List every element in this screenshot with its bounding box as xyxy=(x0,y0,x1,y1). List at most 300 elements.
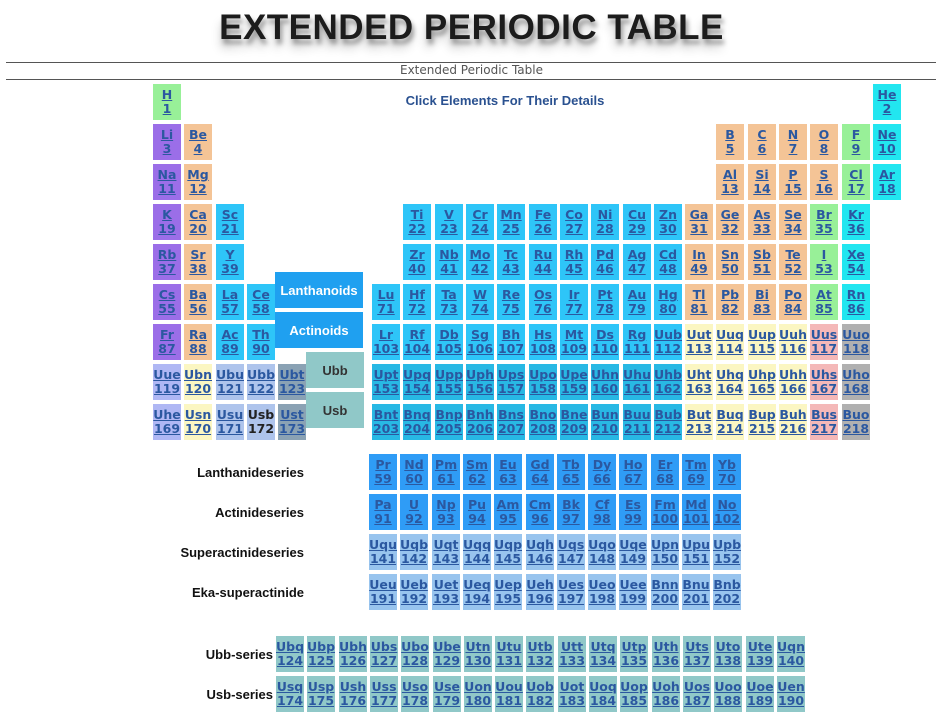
element-cell[interactable] xyxy=(716,364,744,400)
element-symbol: Tb xyxy=(562,457,580,472)
element-cell[interactable] xyxy=(466,324,494,360)
element-cell[interactable] xyxy=(591,404,619,440)
element-cell[interactable] xyxy=(184,244,212,280)
element-cell[interactable] xyxy=(372,324,400,360)
element-cell[interactable] xyxy=(403,244,431,280)
series-element-cell[interactable] xyxy=(682,574,710,610)
element-number: 110 xyxy=(591,341,619,356)
series-element-cell[interactable] xyxy=(589,636,617,672)
element-cell[interactable] xyxy=(842,324,870,360)
element-symbol: Usu xyxy=(216,407,244,422)
element-cell[interactable] xyxy=(779,364,807,400)
element-number: 178 xyxy=(401,693,429,708)
element-cell[interactable] xyxy=(591,364,619,400)
element-cell[interactable] xyxy=(685,404,713,440)
element-cell[interactable] xyxy=(497,404,525,440)
element-symbol: Ute xyxy=(747,639,773,654)
element-number: 71 xyxy=(377,301,395,316)
element-cell[interactable] xyxy=(810,324,838,360)
series-element-cell[interactable] xyxy=(620,636,648,672)
series-element-cell[interactable] xyxy=(307,636,335,672)
element-number: 18 xyxy=(878,181,896,196)
series-element-cell[interactable] xyxy=(369,574,397,610)
element-cell[interactable] xyxy=(623,284,651,320)
series-element-cell[interactable] xyxy=(369,494,397,530)
element-cell[interactable] xyxy=(184,124,212,160)
element-cell[interactable] xyxy=(184,324,212,360)
element-number: 104 xyxy=(403,341,431,356)
element-cell[interactable] xyxy=(810,204,838,240)
element-cell[interactable] xyxy=(654,244,682,280)
element-cell[interactable] xyxy=(278,364,306,400)
element-cell[interactable] xyxy=(153,164,181,200)
series-element-cell[interactable] xyxy=(652,676,680,712)
element-cell[interactable] xyxy=(247,324,275,360)
series-element-cell[interactable] xyxy=(526,574,554,610)
element-cell[interactable] xyxy=(779,164,807,200)
element-symbol: Pa xyxy=(374,497,392,512)
series-element-cell[interactable] xyxy=(557,454,585,490)
element-number: 155 xyxy=(435,381,463,396)
element-cell[interactable] xyxy=(247,284,275,320)
element-cell[interactable] xyxy=(591,324,619,360)
series-element-cell[interactable] xyxy=(682,454,710,490)
element-cell[interactable] xyxy=(748,324,776,360)
element-cell[interactable] xyxy=(873,84,901,120)
element-cell[interactable] xyxy=(685,324,713,360)
element-symbol: Utt xyxy=(560,639,584,654)
element-number: 204 xyxy=(403,421,431,436)
series-element-cell[interactable] xyxy=(400,494,428,530)
element-cell[interactable] xyxy=(842,124,870,160)
series-element-cell[interactable] xyxy=(433,676,461,712)
series-element-cell[interactable] xyxy=(558,636,586,672)
series-element-cell[interactable] xyxy=(369,454,397,490)
element-cell[interactable] xyxy=(278,404,306,440)
element-number: 81 xyxy=(690,301,708,316)
element-cell[interactable] xyxy=(842,364,870,400)
element-number: 92 xyxy=(405,511,423,526)
series-element-cell[interactable] xyxy=(619,534,647,570)
element-cell[interactable] xyxy=(435,324,463,360)
element-number: 53 xyxy=(815,261,833,276)
element-cell[interactable] xyxy=(529,324,557,360)
element-cell[interactable] xyxy=(716,244,744,280)
element-cell[interactable] xyxy=(748,364,776,400)
element-symbol: Upn xyxy=(651,537,679,552)
element-cell[interactable] xyxy=(529,204,557,240)
series-element-cell[interactable] xyxy=(651,494,679,530)
element-cell[interactable] xyxy=(591,244,619,280)
element-cell[interactable] xyxy=(435,244,463,280)
element-symbol: Bun xyxy=(591,407,619,422)
series-element-cell[interactable] xyxy=(370,676,398,712)
actinoids-block[interactable] xyxy=(275,312,363,348)
element-number: 115 xyxy=(748,341,776,356)
element-symbol: Uqb xyxy=(400,537,428,552)
element-number: 123 xyxy=(278,381,306,396)
element-symbol: Er xyxy=(657,457,673,472)
element-symbol: Co xyxy=(565,207,583,222)
element-symbol: P xyxy=(788,167,798,182)
element-cell[interactable] xyxy=(435,404,463,440)
element-cell[interactable] xyxy=(466,404,494,440)
series-element-cell[interactable] xyxy=(526,454,554,490)
series-element-cell[interactable] xyxy=(713,494,741,530)
element-cell[interactable] xyxy=(497,324,525,360)
element-symbol: Uth xyxy=(653,639,679,654)
element-symbol: Uee xyxy=(619,577,647,592)
element-number: 188 xyxy=(714,693,742,708)
element-cell[interactable] xyxy=(591,204,619,240)
series-element-cell[interactable] xyxy=(339,676,367,712)
series-element-cell[interactable] xyxy=(589,676,617,712)
series-element-cell[interactable] xyxy=(400,534,428,570)
element-number: 78 xyxy=(596,301,614,316)
element-cell[interactable] xyxy=(216,364,244,400)
element-cell[interactable] xyxy=(685,284,713,320)
element-cell[interactable] xyxy=(810,404,838,440)
series-element-cell[interactable] xyxy=(495,636,523,672)
series-element-cell[interactable] xyxy=(588,534,616,570)
element-cell[interactable] xyxy=(654,284,682,320)
element-number: 72 xyxy=(408,301,426,316)
element-cell[interactable] xyxy=(842,404,870,440)
element-cell[interactable] xyxy=(748,164,776,200)
series-element-cell[interactable] xyxy=(651,574,679,610)
element-cell[interactable] xyxy=(810,244,838,280)
element-symbol: Pm xyxy=(434,457,458,472)
element-symbol: Re xyxy=(501,287,521,302)
element-cell[interactable] xyxy=(216,284,244,320)
element-cell[interactable] xyxy=(529,404,557,440)
element-cell[interactable] xyxy=(216,404,244,440)
element-cell[interactable] xyxy=(529,284,557,320)
series-element-cell[interactable] xyxy=(588,574,616,610)
element-cell[interactable] xyxy=(654,364,682,400)
element-symbol: Hs xyxy=(534,327,552,342)
element-number: 79 xyxy=(628,301,646,316)
element-cell[interactable] xyxy=(403,284,431,320)
element-number: 209 xyxy=(560,421,588,436)
element-symbol: Fe xyxy=(534,207,552,222)
element-number: 216 xyxy=(779,421,807,436)
series-element-cell[interactable] xyxy=(494,534,522,570)
element-symbol: Utu xyxy=(496,639,522,654)
element-number: 206 xyxy=(466,421,494,436)
element-cell[interactable] xyxy=(591,284,619,320)
element-cell[interactable] xyxy=(716,324,744,360)
element-cell[interactable] xyxy=(748,284,776,320)
series-element-cell[interactable] xyxy=(557,534,585,570)
series-element-cell[interactable] xyxy=(620,676,648,712)
element-cell[interactable] xyxy=(842,164,870,200)
element-cell[interactable] xyxy=(435,284,463,320)
series-element-cell[interactable] xyxy=(526,494,554,530)
element-symbol: Ne xyxy=(877,127,897,142)
element-cell[interactable] xyxy=(466,284,494,320)
element-number: 63 xyxy=(499,471,517,486)
element-cell[interactable] xyxy=(184,204,212,240)
series-element-cell[interactable] xyxy=(307,676,335,712)
series-element-cell[interactable] xyxy=(651,454,679,490)
series-element-cell[interactable] xyxy=(557,494,585,530)
series-element-cell[interactable] xyxy=(432,534,460,570)
element-cell[interactable] xyxy=(184,284,212,320)
series-element-cell[interactable] xyxy=(463,454,491,490)
element-cell[interactable] xyxy=(779,404,807,440)
element-number: 23 xyxy=(440,221,458,236)
series-element-cell[interactable] xyxy=(619,494,647,530)
element-symbol: Uqq xyxy=(463,537,491,552)
series-element-cell[interactable] xyxy=(339,636,367,672)
element-symbol: Uet xyxy=(433,577,459,592)
element-cell[interactable] xyxy=(779,284,807,320)
series-element-cell[interactable] xyxy=(401,676,429,712)
series-element-cell[interactable] xyxy=(558,676,586,712)
element-cell[interactable] xyxy=(779,204,807,240)
series-element-cell[interactable] xyxy=(652,636,680,672)
element-cell[interactable] xyxy=(247,364,275,400)
element-cell[interactable] xyxy=(842,244,870,280)
element-cell[interactable] xyxy=(403,404,431,440)
element-cell[interactable] xyxy=(810,364,838,400)
series-element-cell[interactable] xyxy=(683,676,711,712)
element-cell[interactable] xyxy=(560,364,588,400)
element-cell[interactable] xyxy=(216,324,244,360)
superactinide-series-label: Superactinideseries xyxy=(180,545,304,560)
element-cell[interactable] xyxy=(529,244,557,280)
series-element-cell[interactable] xyxy=(370,636,398,672)
element-cell[interactable] xyxy=(623,204,651,240)
element-cell[interactable] xyxy=(184,364,212,400)
element-symbol: Zr xyxy=(409,247,425,262)
series-element-cell[interactable] xyxy=(494,494,522,530)
lanthanoids-block[interactable] xyxy=(275,272,363,308)
series-element-cell[interactable] xyxy=(526,636,554,672)
series-element-cell[interactable] xyxy=(714,676,742,712)
element-symbol: Uht xyxy=(686,367,712,382)
element-number: 31 xyxy=(690,221,708,236)
element-cell[interactable] xyxy=(779,124,807,160)
series-element-cell[interactable] xyxy=(432,494,460,530)
element-cell[interactable] xyxy=(560,324,588,360)
element-symbol: But xyxy=(686,407,712,422)
element-number: 200 xyxy=(651,591,679,606)
element-cell[interactable] xyxy=(529,364,557,400)
element-number: 83 xyxy=(753,301,771,316)
element-symbol: Tm xyxy=(685,457,707,472)
element-cell[interactable] xyxy=(810,284,838,320)
series-element-cell[interactable] xyxy=(463,534,491,570)
series-element-cell[interactable] xyxy=(683,636,711,672)
element-cell[interactable] xyxy=(842,204,870,240)
element-cell[interactable] xyxy=(779,244,807,280)
element-symbol: Upu xyxy=(682,537,710,552)
element-cell[interactable] xyxy=(748,204,776,240)
series-element-cell[interactable] xyxy=(369,534,397,570)
element-cell[interactable] xyxy=(403,324,431,360)
element-cell[interactable] xyxy=(435,364,463,400)
series-element-cell[interactable] xyxy=(682,534,710,570)
element-cell[interactable] xyxy=(560,284,588,320)
element-cell[interactable] xyxy=(497,364,525,400)
series-element-cell[interactable] xyxy=(714,636,742,672)
element-cell[interactable] xyxy=(748,404,776,440)
element-number: 89 xyxy=(221,341,239,356)
element-symbol: Li xyxy=(160,127,174,142)
element-symbol: Ube xyxy=(433,639,461,654)
element-symbol: Upe xyxy=(560,367,588,382)
element-symbol: Uhu xyxy=(623,367,651,382)
element-cell[interactable] xyxy=(466,244,494,280)
series-element-cell[interactable] xyxy=(777,636,805,672)
series-element-cell[interactable] xyxy=(619,454,647,490)
element-cell[interactable] xyxy=(810,164,838,200)
element-cell[interactable] xyxy=(748,244,776,280)
series-element-cell[interactable] xyxy=(464,636,492,672)
usb-block[interactable] xyxy=(306,392,364,428)
element-number: 171 xyxy=(216,421,244,436)
element-symbol: Uus xyxy=(810,327,838,342)
series-element-cell[interactable] xyxy=(494,454,522,490)
element-cell[interactable] xyxy=(153,244,181,280)
element-cell[interactable] xyxy=(716,124,744,160)
element-cell[interactable] xyxy=(685,204,713,240)
element-cell[interactable] xyxy=(623,324,651,360)
series-element-cell[interactable] xyxy=(746,636,774,672)
series-element-cell[interactable] xyxy=(619,574,647,610)
usb-label: Usb xyxy=(322,402,348,418)
element-cell[interactable] xyxy=(153,284,181,320)
element-symbol: Ues xyxy=(557,577,585,592)
element-cell[interactable] xyxy=(685,244,713,280)
element-cell[interactable] xyxy=(466,364,494,400)
series-element-cell[interactable] xyxy=(713,454,741,490)
element-cell[interactable] xyxy=(153,324,181,360)
element-number: 168 xyxy=(842,381,870,396)
element-cell[interactable] xyxy=(216,204,244,240)
series-element-cell[interactable] xyxy=(433,636,461,672)
element-symbol: F xyxy=(851,127,861,142)
series-element-cell[interactable] xyxy=(526,534,554,570)
ubb-block[interactable] xyxy=(306,352,364,388)
element-cell[interactable] xyxy=(435,204,463,240)
element-cell[interactable] xyxy=(716,284,744,320)
element-cell[interactable] xyxy=(873,164,901,200)
series-element-cell[interactable] xyxy=(746,676,774,712)
series-element-cell[interactable] xyxy=(276,636,304,672)
series-element-cell[interactable] xyxy=(588,454,616,490)
series-element-cell[interactable] xyxy=(713,574,741,610)
series-element-cell[interactable] xyxy=(432,454,460,490)
element-cell[interactable] xyxy=(560,404,588,440)
series-element-cell[interactable] xyxy=(557,574,585,610)
element-number: 49 xyxy=(690,261,708,276)
element-cell[interactable] xyxy=(247,404,275,440)
series-element-cell[interactable] xyxy=(651,534,679,570)
element-cell[interactable] xyxy=(654,204,682,240)
element-cell[interactable] xyxy=(716,204,744,240)
series-element-cell[interactable] xyxy=(588,494,616,530)
element-cell[interactable] xyxy=(873,124,901,160)
element-cell[interactable] xyxy=(153,84,181,120)
element-cell[interactable] xyxy=(497,244,525,280)
element-cell[interactable] xyxy=(560,244,588,280)
series-element-cell[interactable] xyxy=(713,534,741,570)
element-symbol: Sm xyxy=(465,457,489,472)
element-number: 87 xyxy=(158,341,176,356)
element-cell[interactable] xyxy=(623,404,651,440)
element-cell[interactable] xyxy=(184,404,212,440)
element-cell[interactable] xyxy=(716,404,744,440)
element-cell[interactable] xyxy=(748,124,776,160)
element-symbol: Ru xyxy=(533,247,553,262)
series-element-cell[interactable] xyxy=(494,574,522,610)
element-symbol: Fr xyxy=(160,327,174,342)
element-cell[interactable] xyxy=(810,124,838,160)
element-cell[interactable] xyxy=(372,404,400,440)
element-number: 99 xyxy=(624,511,642,526)
element-cell[interactable] xyxy=(184,164,212,200)
element-cell[interactable] xyxy=(842,284,870,320)
series-element-cell[interactable] xyxy=(682,494,710,530)
element-symbol: Sb xyxy=(753,247,771,262)
element-cell[interactable] xyxy=(153,124,181,160)
series-element-cell[interactable] xyxy=(401,636,429,672)
element-symbol: Gd xyxy=(530,457,550,472)
element-number: 86 xyxy=(847,301,865,316)
element-symbol: Ubs xyxy=(370,639,398,654)
element-cell[interactable] xyxy=(497,284,525,320)
element-cell[interactable] xyxy=(153,204,181,240)
series-element-cell[interactable] xyxy=(400,574,428,610)
element-cell[interactable] xyxy=(153,404,181,440)
series-element-cell[interactable] xyxy=(495,676,523,712)
series-element-cell[interactable] xyxy=(463,574,491,610)
element-cell[interactable] xyxy=(153,364,181,400)
element-cell[interactable] xyxy=(779,324,807,360)
element-cell[interactable] xyxy=(560,204,588,240)
series-element-cell[interactable] xyxy=(432,574,460,610)
series-element-cell[interactable] xyxy=(526,676,554,712)
element-cell[interactable] xyxy=(372,364,400,400)
element-number: 24 xyxy=(471,221,489,236)
element-number: 50 xyxy=(721,261,739,276)
element-cell[interactable] xyxy=(403,204,431,240)
element-cell[interactable] xyxy=(654,324,682,360)
series-element-cell[interactable] xyxy=(276,676,304,712)
element-cell[interactable] xyxy=(497,204,525,240)
element-cell[interactable] xyxy=(372,284,400,320)
element-cell[interactable] xyxy=(654,404,682,440)
element-cell[interactable] xyxy=(623,364,651,400)
series-element-cell[interactable] xyxy=(400,454,428,490)
element-number: 145 xyxy=(494,551,522,566)
element-cell[interactable] xyxy=(403,364,431,400)
series-element-cell[interactable] xyxy=(464,676,492,712)
series-element-cell[interactable] xyxy=(777,676,805,712)
element-cell[interactable] xyxy=(216,244,244,280)
element-symbol: Uue xyxy=(153,367,181,382)
element-cell[interactable] xyxy=(466,204,494,240)
element-symbol: S xyxy=(819,167,829,182)
element-symbol: Bub xyxy=(654,407,682,422)
element-cell[interactable] xyxy=(716,164,744,200)
element-cell[interactable] xyxy=(685,364,713,400)
series-element-cell[interactable] xyxy=(463,494,491,530)
element-cell[interactable] xyxy=(623,244,651,280)
